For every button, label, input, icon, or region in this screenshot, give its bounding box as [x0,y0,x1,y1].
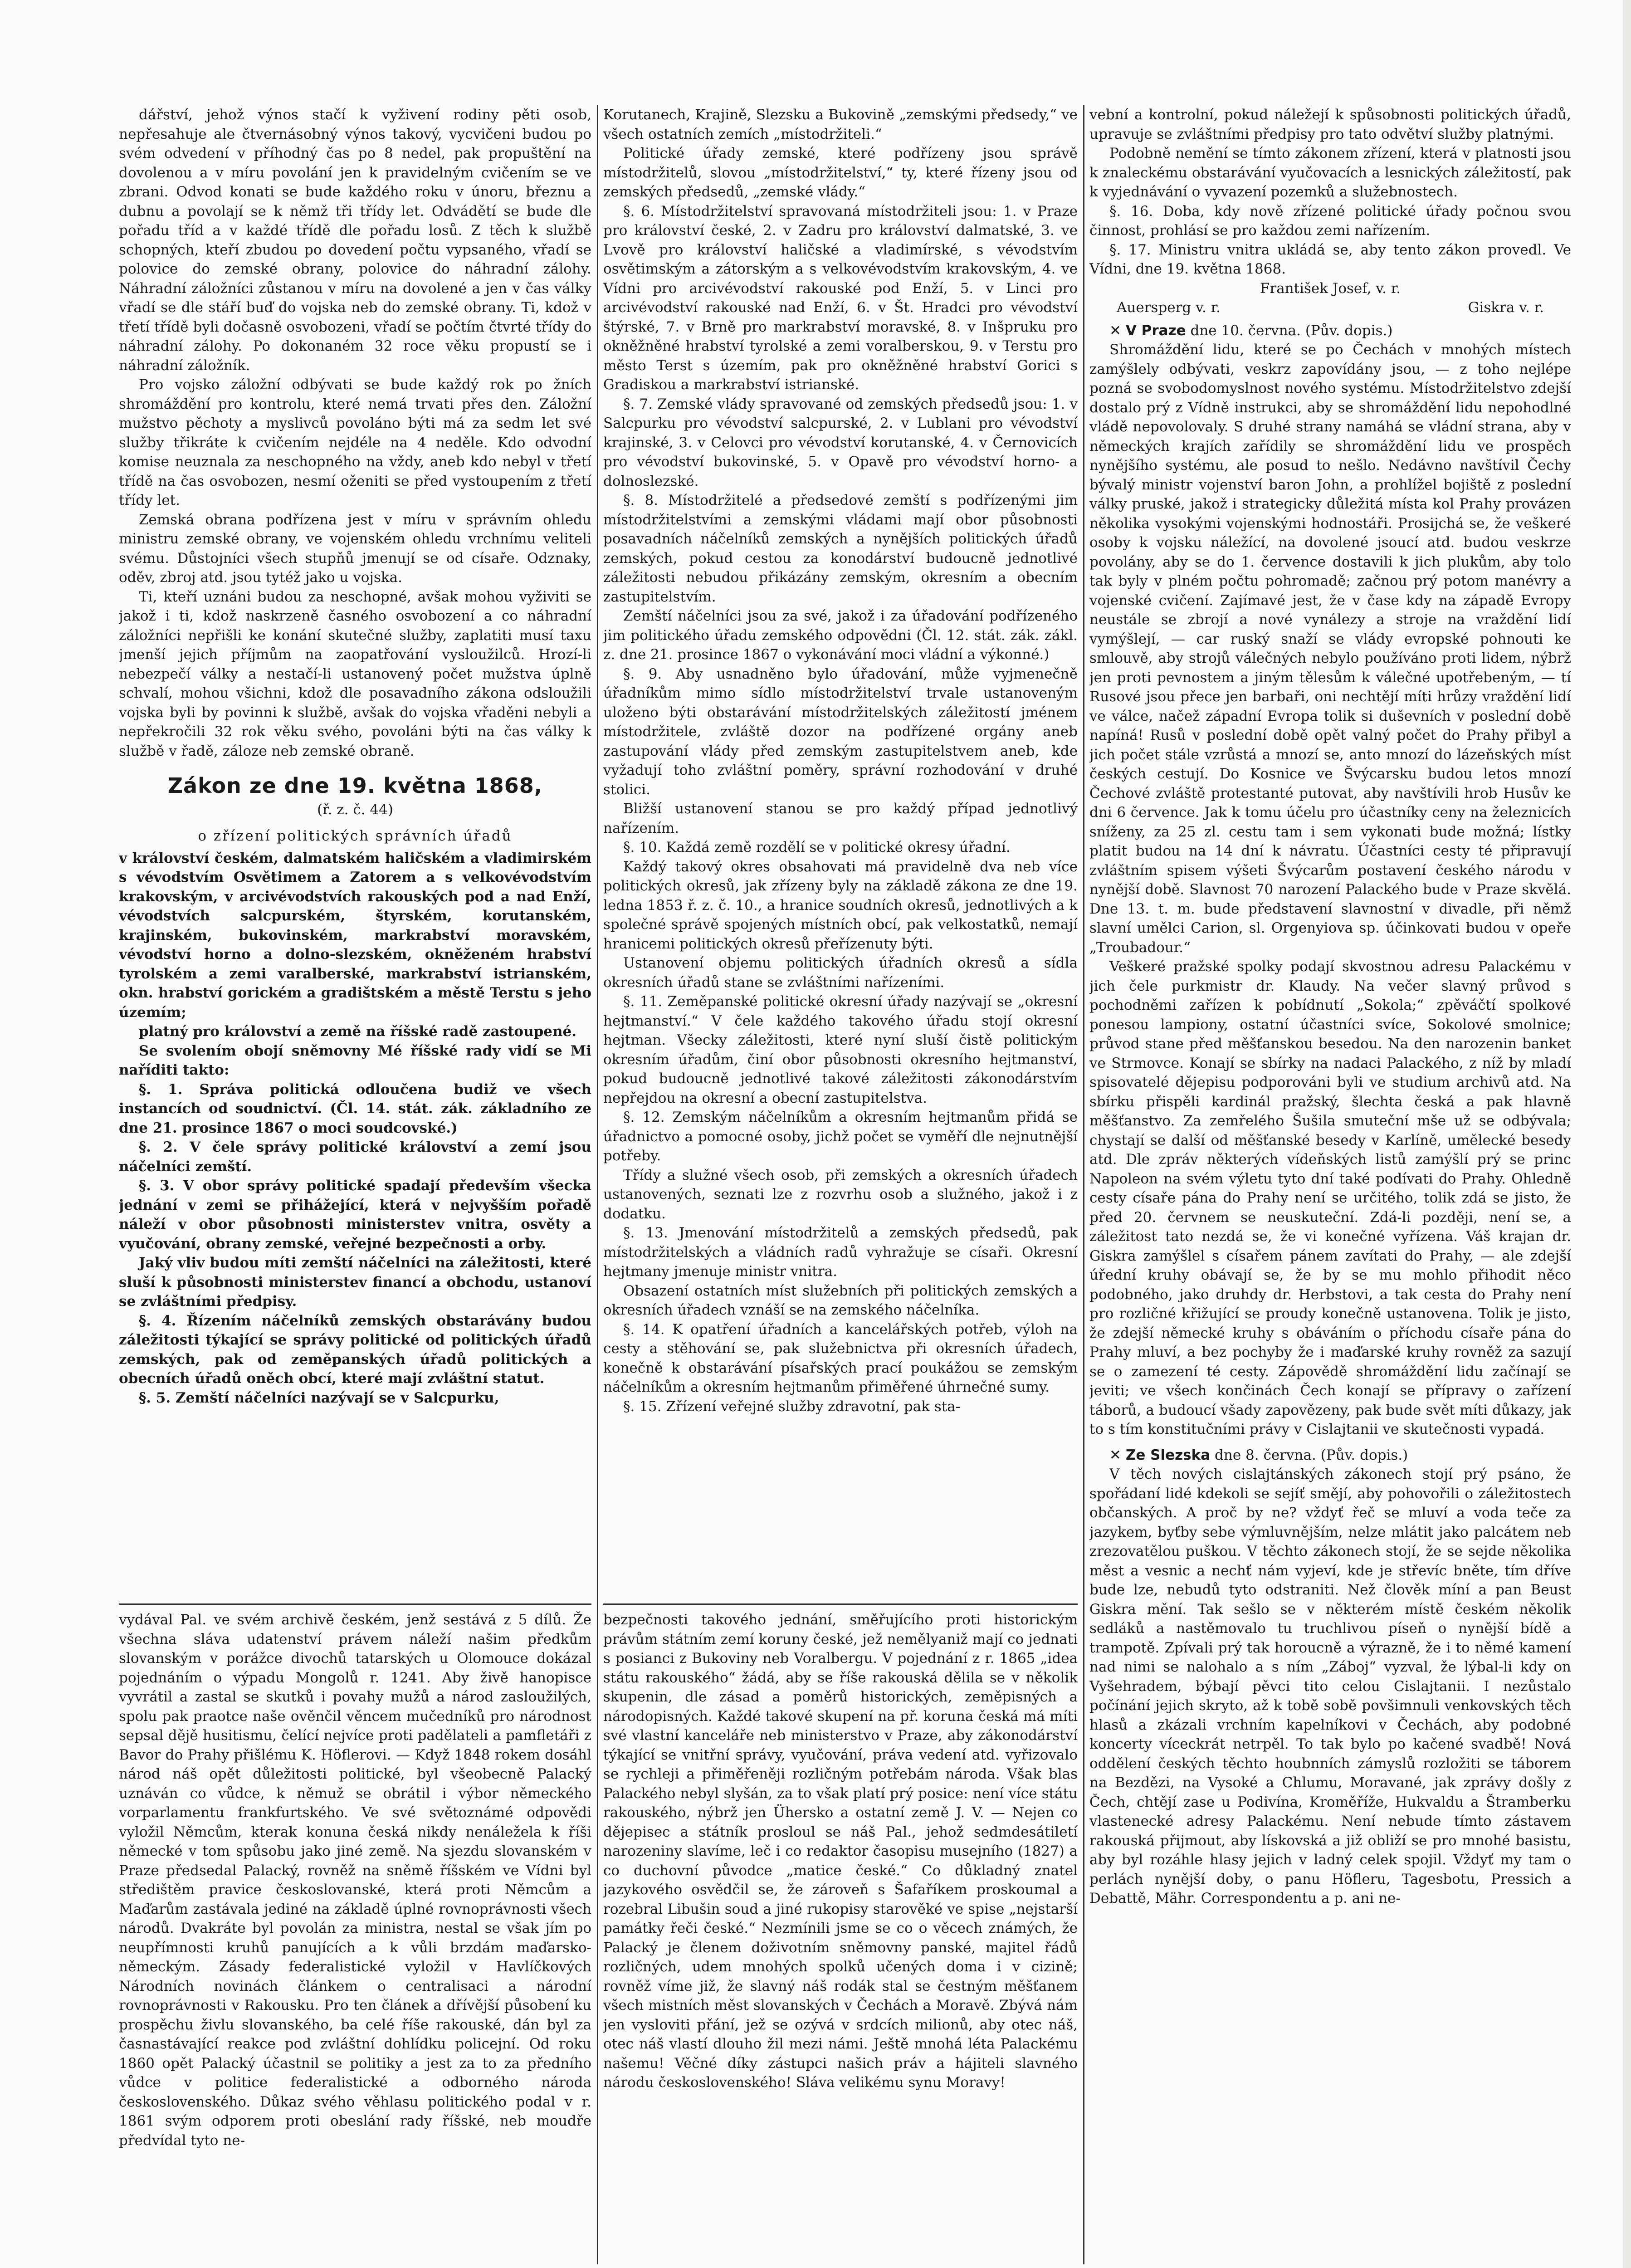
paragraph: Třídy a služné všech osob, při zemských a okresních úřadech ustanovených, seznati lze z rozvrhu osob a služného, jakož i z dodatku. [603,1167,1078,1222]
middle-column-bottom [603,1610,1078,2263]
paragraph: V těch nových cislajtánských zákonech stojí prý psáno, že spořádaní lidé kdekoli se sejíť smějí, aby pohovořili o záležitostech občanských. A proč by ne? vždyť řeč se mluví a voda teče za jazykem, byťby sebe výmluvnějším, nelze mlátit jako palcátem neb zrezovatělou puškou. V těchto zákonech stojí, že se sejde několika měst a vesnic a nechť nám vyjeví, kde je střevíc bněte, tím dříve bude lze, nebudů tyto odstraniti. Než člověk míní a pan Beust Giskra mění. Tak sešlo se v některém místě českém několik sedláků a nastěmovalo tu truchlivou píseň o nynější bídě a trampotě. Zpívali prý tak horoucně a výrazně, že i to němé kamení nad nimi se nalohalo a s ním „Záboj“ vyzval, že lýbal-li kdy on Vyšehradem, býbají pěvci tito celou Cislajtanii. I nezůstalo počínání jejich skryto, až k tobě sobě povšimnuli venkovských těch hlasů a zkázali vrchním kapelníkovi v Čechách, aby podobné koncerty víceckrát netrpěl. To tak bylo po kačené svadbě! Nová oddělení českých těchto houbnních zámyslů rozložiti se táborem na Bezdězi, na Vysoké a Chlumu, Moravané, jak zprávy došly z Čech, chtějí zase u Podivína, Kroměříže, Hukvaldu a Štramberku vlastenecké adresy Palackému. Není nebude tímto zástavem rakouská přijmout, aby lískovská a již obliží se pro mnohé basistu, aby byl rozáhle hlasy jejich v ladný celek spojil. Vždyť my tam o perlách nynější doby, o panu Höflеru, Tagesbotu, Pressich a Debattě, Mähr. Correspondentu a p. ani ne- [1089,1466,1571,1906]
paragraph: Shromáždění lidu, které se po Čechách v mnohých místech zamýšlely odbývati, veskrz zapovídány jsou, — z toho nejlépe pozná se svobodomyslnost nového systému. Místodržitelstvo zdejší dostalo prý z Vídně instrukci, aby se shromáždění lidu nepohodlné vládě nepovolovaly. S druhé strany namáhá se vládní strana, aby v německých krajích zařídily se shromáždění lidu ve prospěch nynějšího systému, ale posud to nešlo. Nedávno navštívil Čechy bývalý ministr vojenství baron John, a prohlížel bojiště z poslední války pruské, jakož i strategicky důležitá místa kol Prahy provázen několika vysokými vojenskými hodnostáři. Prosijchá se, že veškeré osoby k vojsku náležící, na dovolené jsoucí atd. budou veskrze povolány, aby se do 1. července dostavili k jich plukům, aby tolo tak byly v plném počtu pohromadě; začnou prý potom manévry a vojenské cvičení. Zajímavé jest, že v čase kdy na západě Evropy neustále se zbrojí a nové vynálezy a stroje na vraždění lidí vymýšlejí, — car ruský snaží se vlády evropské pohnouti ke smlouvě, aby strojů válečných nebylo používáno proti lidem, nýbrž jen proti pevnostem a jiným tělesům k válečné upotřebeným, — tí Rusové jsou přece jen barbaři, oni nechtějí míti hrůzy vraždění lidí ve válce, načež západní Evropa tolik si duševních v poslední době napíná! Rusů v poslední době opět valný počet do Prahy přibyl a jich počet stále vzrůstá a mnozí se, anto mnozí do lázeňských míst českých cestují. Do Kosnice ve Švýcarsku budou letos mnozí Čechové zvláště protestanté putovat, aby navštívili hrob Husův ke dni 6 července. Jak k tomu účelu pro účastníky ceny na železnicích sníženy, za 25 zl. cestu tam i sem vykonati bude možná; lístky platit budou na 14 dní k návratu. Účastníci cesty té připravují zvláštním spisem výšeti Švýcarům postavení českého národu v nynější době. Slavnost 70 narození Palackého bude v Praze skvělá. Dne 13. t. m. bude představení slavnostní v divadle, při němž slavní umělci Carion, sl. Orgenyiova sp. účinkovati budou v opeře „Troubadour.“ [1089,342,1571,956]
paragraph: §. 15. Zřízení veřejné služby zdravotní, pak sta- [623,1398,961,1415]
section-divider [603,1603,1078,1605]
law-intro-2: platný pro království a země na říšské radě zastoupené. [139,1023,577,1040]
paragraph: §. 10. Každá země rozdělí se v politické okresy úřadní. [623,839,1011,855]
section-divider [119,1603,591,1605]
law-intro: v království českém, dalmatském haličském a vladimirském s vévodstvím Osvětimem a Zatorem a s velkovévodstvím krakovským, v arcivévodstvích rakouských pod a nad Enží, vévodstvích salcpurském, štyrském, korutanském, krajinském, bukovinském, markrabství moravském, vévodství horno a dolno-slezském, okněženém hrabství tyrolském a zemi varalberské, markrabství istrianském, okn. hrabství gorickém a gradištském a městě Terstu s jeho územím; [119,850,591,1021]
paragraph: Ti, kteří uznáni budou za neschopné, avšak mohou vyživiti se jakož i ti, kdož naskrzeně časného osvobození a co náhradní záložníci nepřišli ke konání skutečné služby, zaplatiti musí taxu jmenší jejich příjmům na zaopatřování vysloužilců. Hrozí-li nebezpečí války a nestačí-li ustanovený počet mužstva úplně schvalí, mohou všichni, kdož dle posavadního zákona odsloužili vojska byli by povinni k službě, avšak do vojska vřaděni nebyli a nepřekročili 32 rok věku svého, povoláni býti na čas války k službě v řadě, záloze neb zemské obraně. [119,588,591,759]
paragraph: Politické úřady zemské, které podřízeny jsou správě místodržitelů, slovou „místodržitelství,“ ty, které řízeny jsou od zemských předsedů, „zemské vlády.“ [603,145,1078,200]
left-column-top [119,105,591,1595]
paragraph: Pro vojsko záložní odbývati se bude každý rok po žních shromáždění pro kontrolu, které nemá trvati přes den. Záložní mužstvo pěchoty a myslivců povoláno býti má za sedm let své služby třikráte k cvičením nejdéle na 4 neděle. Kdo odvodní komise neuznala za neschopného na vždy, aneb kdo nebyl v třetí třídě na čas osvobozen, nesmí oženiti se před vystoupením z třetí třídy let. [119,376,591,508]
page-edge [1623,0,1631,2268]
law-reference: (ř. z. č. 44) [317,801,393,818]
left-column-bottom [119,1610,591,2263]
law-paragraph: §. 3. V obor správy politické spadají především všecka jednání v zemi se přihážející, která v nejvyšším pořadě náleží v obor působnosti ministerstev vnitra, osvěty a vyučování, obrany zemské, veřejné bezpečnosti a orby. [119,1178,591,1252]
cross-mark-icon: ✕ [1109,322,1126,339]
paragraph: Zemská obrana podřízena jest v míru v správním ohledu ministru zemské obrany, ve vojenském ohledu vrchnímu veliteli svému. Důstojníci všech stupňů jmenují se od císaře. Odznaky, oděv, zbroj atd. jsou tytéž jako u vojska. [119,511,591,586]
middle-column-top [603,105,1078,1595]
paragraph: §. 9. Aby usnadněno bylo úřadování, může vyjmenečně úřadníkům mimo sídlo místodržitelství trvale ustanoveným uloženo býti obstarávání místodržitelských záležitostí jménem místodržitele, zvláště dozor na podřízené orgány aneb zastupování vlády před zemským zastupitelstvem aneb, kde vyžadují toho zvláštní poměry, správní rozhodování v druhé stolici. [603,665,1078,798]
paragraph: §. 13. Jmenování místodržitelů a zemských předsedů, pak místodržitelských a vládních radů vyhražuje se císaři. Okresní hejtmany jmenuje ministr vnitra. [603,1225,1078,1280]
slezsko-heading: Ze Slezska [1125,1447,1211,1463]
law-paragraph: §. 4. Řízením náčelníků zemských obstarávány budou záležitosti týkající se správy politické od politických úřadů zemských, pak od zeměpanských úřadů politických a obecních úřadů oněch obcí, které mají zvláštní statut. [119,1312,591,1387]
paragraph: §. 16. Doba, kdy nově zřízené politické úřady počnou svou činnost, prohlásí se pro každou zemi nařízením. [1089,203,1571,239]
slezsko-heading-line [1089,1446,1571,1465]
column-divider [597,105,598,2264]
cross-mark-icon: ✕ [1109,1447,1126,1463]
signature-monarch: František Josef, v. r. [1260,280,1401,297]
praha-heading: V Praze [1125,322,1186,339]
law-paragraph: §. 5. Zemští náčelníci nazývají se v Salcpurku, [139,1389,499,1406]
law-title: Zákon ze dne 19. května 1868, [167,773,543,798]
paragraph: Bližší ustanovení stanou se pro každý případ jednotlivý nařízením. [603,801,1078,836]
paragraph: dářství, jehož výnos stačí k vyživení rodiny pěti osob, nepřesahuje ale čtvernásobný výnos takový, vycvičeni budou po svém odvedení v příhodný čas po 8 nedel, pak propuštění na dovolenou a v míru povolání jen k pravidelným cvičením se ve zbrani. Odvod konati se bude každého roku v únoru, březnu a dubnu a povolají se k němž tři třídy let. Odvádětí se bude dle pořadu tříd a v každé třídě dle pořadu losů. Z těch k službě schopných, kteří zbudou po dovedení počtu vypsaného, vřadí se polovice do zemské obrany, polovice do náhradní zálohy. Náhradní záložníci zůstanou v míru na dovolené a jen v čas války vřadí se dle stáří buď do vojska neb do zemské obrany. Ti, kdož v třetí třídě byli dočasně osvobozeni, vřadí se počtím čtvrté třídy do náhradní zálohy. Po dokonaném 32 roce věku propustí se i náhradní záložník. [119,107,591,374]
signature-ministers [1089,298,1571,318]
law-consent: Se svolením obojí sněmovny Mé říšské rady vidí se Mi naříditi takto: [119,1042,591,1078]
paragraph: §. 14. K opatření úřadních a kancelářských potřeb, výloh na cesty a stěhování se, pak služebnictva při okresních úřadech, konečně k obstarávání písařských prací poukážou se zemským náčelníkům a okresním hejtmanům přiměřené úhrnečné sumy. [603,1321,1078,1395]
paragraph: §. 8. Místodržitelé a předsedové zemští s podřízenými jim místodržitelstvími a zemskými vládami mají obor působnosti posavadních náčelníků zemských a nynějších politických úřadů zemských, pokud cestou za konodárství budoucně jednotlivé záležitosti nebudou přikázány zemským, okresním a obecním zastupitelstvím. [603,492,1078,605]
paragraph: §. 6. Místodržitelství spravovaná místodržiteli jsou: 1. v Praze pro království české, 2. v Zadru pro království dalmatské, 3. ve Lvově pro království haličské a vladimírské, s vévodstvím osvětimským a zátorským a s velkovévodstvím krakovským, 4. ve Vídni pro arcivévodství rakouské pod Enží, 5. v Linci pro arcivévodství rakouské nad Enží, 6. v Št. Hradci pro vévodství štýrské, 7. v Brně pro markrabství moravské, 8. v Inšpruku pro okněžněné hrabství tyrolské a zemi voralberskou, 9. v Terstu pro město Terst s územím, pak pro okněžněné hrabství Gorici s Gradiskou a markrabství istrianské. [603,203,1078,393]
signature-right: Giskra v. r. [1468,299,1544,316]
paragraph: Každý takový okres obsahovati má pravidelně dva neb více politických okresů, jak zřízeny byly na základě zákona ze dne 19. ledna 1853 ř. z. č. 10., a hranice soudních okresů, jednotlivých a k společné správě spojených místních obcí, pak velkostatků, nemají hranicemi politických okresů přeřízenuty býti. [603,858,1078,952]
paragraph: Obsazení ostatních míst služebních při politických zemských a okresních úřadech vznáší se na zemského náčelníka. [603,1282,1078,1318]
paragraph: Zemští náčelníci jsou za své, jakož i za úřadování podřízeného jim politického úřadu zemského odpovědni (Čl. 12. stát. zák. zákl. z. dne 21. prosince 1867 o vykonávání moci vládní a výkonné.) [603,608,1078,663]
paragraph: Korutanech, Krajině, Slezsku a Bukovině „zemskými předsedy,“ ve všech ostatních zemích „místodržiteli.“ [603,107,1078,142]
column-divider [1083,105,1084,2264]
paragraph: §. 7. Zemské vlády spravované od zemských předsedů jsou: 1. v Salcpurku pro vévodství salcpurské, 2. v Lublani pro vévodství krajinské, 3. v Celovci pro vévodství korutanské, 4. v Černovicích pro vévodství bukovinské, 5. v Opavě pro vévodství horno- a dolnoslezské. [603,396,1078,489]
praha-dateline: dne 10. června. (Pův. dopis.) [1190,322,1393,339]
paragraph: §. 11. Zeměpanské politické okresní úřady nazývají se „okresní hejtmanství.“ V čele každého takového úřadu stojí okresní hejtman. Všecky záležitosti, které nyní sluší čistě politickým okresním úřadům, činí obor působnosti okresního hejtmanství, pokud budoucně jednotlivé takové záležitosti zákonodárstvím nepřejdou na okresní a obecní zastupitelstva. [603,993,1078,1106]
paragraph: vební a kontrolní, pokud náležejí k spůsobnosti politických úřadů, upravuje se zvláštními předpisy pro tato odvětví služby platnými. [1089,107,1571,142]
law-subtitle: o zřízení politických správních úřadů [198,828,513,844]
paragraph: Veškeré pražské spolky podají skvostnou adresu Palackému v jich čele purkmistr dr. Klaudy. Na večer slavný průvod s pochodněmi zařízen k pobídnutí „Sokola;“ zpěváčtí spolkové ponesou lampiony, ostatní účastníci svíce, Sokolové smolnice; průvod stane před měšťanskou besedou. Na den narozenin banket ve Strmovce. Konají se sbírky na nadaci Palackého, z níž by mladí spisovatelé dějepisu podporováni byli ve studium archivů atd. Na sbírku přispěli kardinál pražský, šlechta česká a pak hlavně měšťanstvo. Za zemřelého Šušila smuteční mše už se odbývala; chystají se další od měšťanské besedy v Karlíně, umělecké besedy atd. Dle zpráv některých vídeňských listů zamýšlí prý se princ Napoleon na svém výletu tyto dní také podívati do Prahy. Ohledně cesty císaře pána do Prahy není se určitého, tolik zdá se jisto, že před 20. červnem se neuskuteční. Zdá-li později, není se, a záležitost tato nezdá se, že vi konečné vyřízena. Váš krajan dr. Giskra zamýšlel s císařem pánem zavítati do Prahy, — ale zdejší úřední kruhy obávají se, že by se mu mohlo přihodit něco podobného, jako druhdy dr. Herbstovi, a tak cesta do Prahy není pro rozličné křižující se proudy konečně ustanovena. Tolik je jisto, že zdejší německé kruhy s obáváním o příchodu císaře pána do Prahy mluví, a bez pochyby že i maďarské kruhy rovněž za sazují se o zamezení té cesty. Zápovědě shromáždění lidu začínají se jeviti; ve všech končinách Čech konají se přípravy o zařízení táborů, a budoucí všady zapovězeny, pak bude svět míti důkazy, jak to s tím konstitučními právy v Cislajtanii ve skutečnosti vypadá. [1089,958,1571,1437]
praha-heading-line [1089,321,1571,341]
slezsko-dateline: dne 8. června. (Pův. dopis.) [1215,1447,1408,1463]
law-paragraph: §. 2. V čele správy politické království a zemí jsou náčelníci zemští. [119,1139,591,1175]
law-paragraph: Jaký vliv budou míti zemští náčelníci na záležitosti, které sluší k působnosti ministerstev financí a obchodu, ustanoví se zvláštními předpisy. [119,1255,591,1310]
paragraph: vydával Pal. ve svém archivě českém, jenž sestává z 5 dílů. Že všechna sláva udatenství právem náleží našim předkům slovanským v porážce divochů tatarských u Olomouce dokázal pojednáním o výpadu Mongolů r. 1241. Aby živě hanopisce vyvrátil a zastal se skutků i povahy mužů a národ zasloužilých, spolu pak praotce naše ověnčil věncem mučedníků pro národnost sepsal dějě husitismu, čelící nejvíce proti padělateli a pamfletáři z Bavor do Prahy přišlému K. Höflerovi. — Když 1848 rokem dosáhl národ náš opět důležitosti politické, byl všeobecně Palacký uznáván co vůdce, k němuž se obrátil i výbor německého vorparlamentu frankfurtského. Ve své světoznámé odpovědi vyložil Němcům, kterak konuna česká nikdy nenáležela k říši německé v tom spůsobu jako jiné země. Na sjezdu slovanském v Praze předsedal Palacký, rovněž na sněmě říšském ve Vídni byl středištěm pravice českoslovanské, která proti Němcům a Maďarům zastávala jediné na základě úplné rovnoprávnosti všech národů. Dvakráte byl povolán za ministra, nestal se však jím po neupřímnosti kruhů panujících a k vůli brzdám maďarsko-německým. Zásady federalistické vyložil v Havlíčkových Národních novinách článkem o centralisaci a národní rovnoprávnosti v Rakousku. Pro ten článek a dřívější působení ku prospěchu živlu slovanského, ba celé říše rakouské, dán byl za časnastávající reakce pod zvláštní dohlídku policejní. Od roku 1860 opět Palacký účastnil se politiky a jest za to za předního vůdce v politice federalistické a odborného národa československého. Důkaz svého věhlasu politického podal v r. 1861 svým odporem proti obeslání rady říšské, neb moudře předvídal tyto ne- [119,1612,591,2149]
paragraph: §. 12. Zemským náčelníkům a okresním hejtmanům přidá se úřadnictvo a pomocné osoby, jichž počet se vyměří dle nejnutnější potřeby. [603,1109,1078,1164]
paragraph: §. 17. Ministru vnitra ukládá se, aby tento zákon provedl. Ve Vídni, dne 19. května 1868. [1089,241,1571,277]
paragraph: bezpečnosti takového jednání, směřujícího proti historickým právům státním zemí koruny české, jež nemělyaniž mají co jednati s posianci z Bukoviny neb Voralbergu. V pojednání z r. 1865 „idea státu rakouského“ žádá, aby se říše rakouská dělila se v několik skupenin, dle zásad a poměrů historických, zeměpisných a národopisných. Každé takové skupení na př. koruna česká má míti své vlastní kanceláře neb ministerstvo v Praze, aby zákonodárství týkající se vnitřní správy, vyučování, práva vedení atd. vyřizovalo se rychleji a přiměřeněji rozličným potřebám národa. Však blas Palackého nebyl slyšán, za to však platí prý posice: není více státu rakouského, nýbrž jen Ühersko a ostatní země J. V. — Nejen co dějepisec a státník prosloul se náš Pal., jehož sedmdesátiletí narozeniny slavíme, leč i co redaktor časopisu musejního (1827) a co duchovní původce „matice české.“ Co důkladný znatel jazykového osvědčil se, že zároveň s Šafaříkem proskoumal a rozebral Libušin soud a jiné rukopisy starověké ve spise „nejstarší památky řeči české.“ Nezmínili jsme se co o věcech známých, že Palacký je členem doživotním sněmovny panské, majitel řádů rozličných, udem mnohých spolků učených doma i v cizině; rovněž víme již, že slavný náš rodák stal se čestným měšťanem všech mistních měst slovanských v Čechách a Moravě. Zbývá nám jen vysloviti přání, jež se ozývá v srdcích milionů, aby otec náš, otec náš vlastí dlouho žil mezi námi. Ještě mnohá léta Palackému našemu! Věčné díky zástupci našich práv a hájiteli slavného národu československého! Sláva velikému synu Moravy! [603,1612,1078,2091]
right-column [1089,105,1571,2264]
paragraph: Podobně nemění se tímto zákonem zřízení, která v platnosti jsou k znaleckému obstarávání vyučovacích a lesnických záležitostí, pak k vyjednávání o vyvazení pozemků a služebnostech. [1089,145,1571,200]
paragraph: Ustanovení objemu politických úřadních okresů a sídla okresních úřadů stane se zvláštními nařízeními. [603,955,1078,991]
law-paragraph: §. 1. Správa politická odloučena budiž ve všech instancích od soudnictví. (Čl. 14. stát. zák. základního ze dne 21. prosince 1867 o moci soudcovské.) [119,1081,591,1136]
signature-left: Auersperg v. r. [1117,299,1221,316]
